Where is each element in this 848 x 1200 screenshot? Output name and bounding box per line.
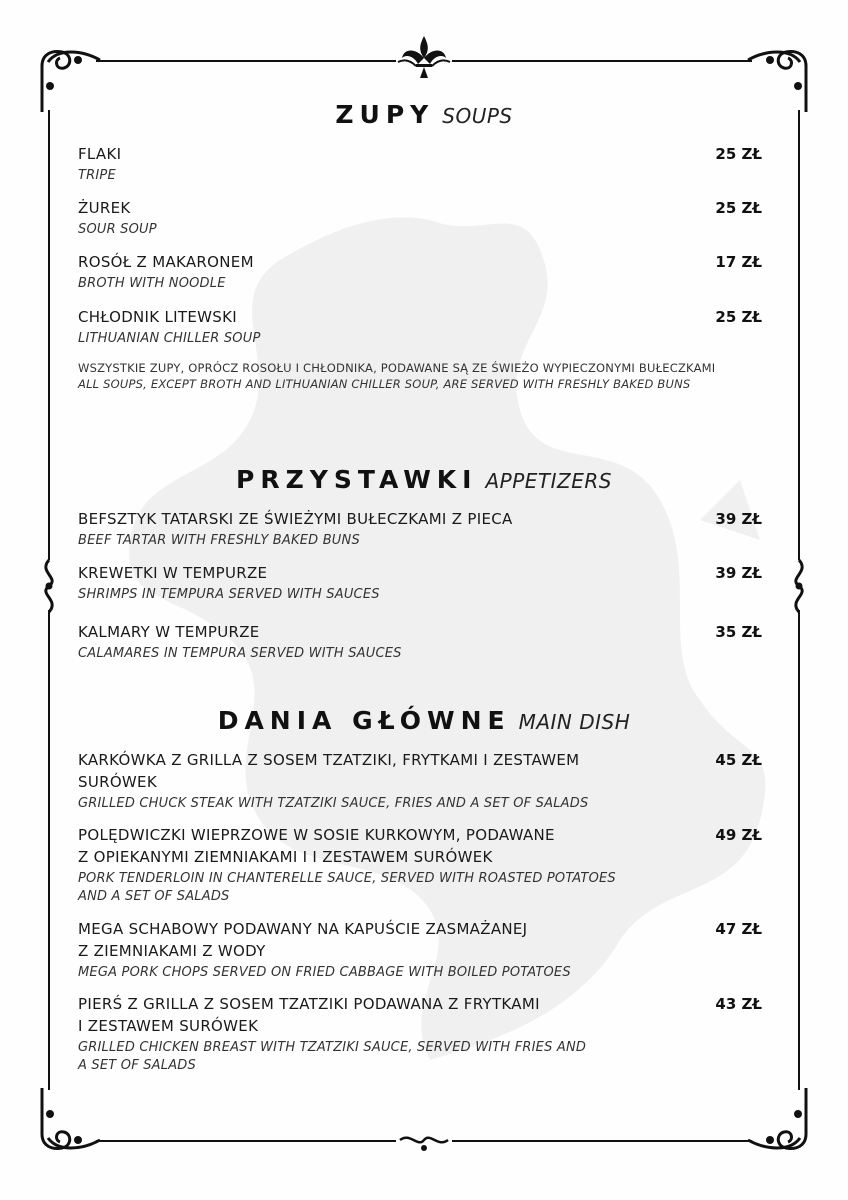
item-description: PORK TENDERLOIN IN CHANTERELLE SAUCE, SERVED WITH ROASTED POTATOES AND A SET OF SALADS — [78, 871, 616, 904]
item-name: FLAKI — [78, 145, 122, 163]
item-description: GRILLED CHUCK STEAK WITH TZATZIKI SAUCE, FRIES AND A SET OF SALADS — [78, 796, 589, 811]
section-title-main — [0, 706, 848, 735]
menu-item — [78, 508, 762, 550]
item-price: 25 ZŁ — [715, 145, 762, 163]
item-name: KARKÓWKA Z GRILLA Z SOSEM TZATZIKI, FRYTKAMI I ZESTAWEM SURÓWEK — [78, 751, 580, 791]
frame-top-line-right — [452, 60, 752, 62]
item-name: MEGA SCHABOWY PODAWANY NA KAPUŚCIE ZASMAŻANEJ Z ZIEMNIAKAMI Z WODY — [78, 920, 528, 960]
soups-note-en: ALL SOUPS, EXCEPT BROTH AND LITHUANIAN CHILLER SOUP, ARE SERVED WITH FRESHLY BAKED BUNS — [78, 377, 691, 391]
corner-ornament-bottom-right-icon — [746, 1084, 810, 1154]
item-price: 49 ZŁ — [715, 826, 762, 844]
item-price: 39 ZŁ — [715, 564, 762, 582]
item-name: ROSÓŁ Z MAKARONEM — [78, 253, 254, 271]
menu-item — [78, 197, 762, 239]
item-description: BEEF TARTAR WITH FRESHLY BAKED BUNS — [78, 533, 360, 548]
item-description: GRILLED CHICKEN BREAST WITH TZATZIKI SAUCE, SERVED WITH FRIES AND A SET OF SALADS — [78, 1040, 587, 1073]
item-description: LITHUANIAN CHILLER SOUP — [78, 331, 261, 346]
menu-item — [78, 993, 762, 1075]
frame-left-line-lower — [48, 610, 50, 1090]
frame-bottom-line-right — [452, 1140, 752, 1142]
menu-item — [78, 251, 762, 293]
frame-top-line — [96, 60, 396, 62]
item-description: MEGA PORK CHOPS SERVED ON FRIED CABBAGE WITH BOILED POTATOES — [78, 965, 571, 980]
item-name: POLĘDWICZKI WIEPRZOWE W SOSIE KURKOWYM, PODAWANE Z OPIEKANYMI ZIEMNIAKAMI I I ZESTAWEM SURÓWEK — [78, 826, 555, 866]
section-title-appetizers — [0, 465, 848, 494]
section-title-en: MAIN DISH — [518, 710, 631, 734]
item-price: 25 ZŁ — [715, 308, 762, 326]
section-title-pl: DANIA GŁÓWNE — [217, 706, 511, 735]
item-name: KALMARY W TEMPURZE — [78, 623, 260, 641]
item-name: KREWETKI W TEMPURZE — [78, 564, 268, 582]
menu-item — [78, 306, 762, 348]
frame-right-line-lower — [798, 610, 800, 1090]
item-price: 39 ZŁ — [715, 510, 762, 528]
frame-bottom-line — [96, 1140, 396, 1142]
soups-note — [78, 360, 738, 392]
section-title-pl: PRZYSTAWKI — [236, 465, 478, 494]
item-price: 43 ZŁ — [715, 995, 762, 1013]
item-name: CHŁODNIK LITEWSKI — [78, 308, 237, 326]
fleur-de-lis-icon — [396, 34, 452, 82]
section-title-en: SOUPS — [442, 104, 513, 128]
item-price: 25 ZŁ — [715, 199, 762, 217]
menu-item — [78, 918, 762, 982]
corner-ornament-bottom-left-icon — [38, 1084, 102, 1154]
item-price: 17 ZŁ — [715, 253, 762, 271]
section-title-soups — [0, 100, 848, 129]
menu-item — [78, 749, 762, 813]
item-description: TRIPE — [78, 168, 116, 183]
menu-item — [78, 621, 762, 663]
item-description: BROTH WITH NOODLE — [78, 276, 226, 291]
item-price: 35 ZŁ — [715, 623, 762, 641]
bottom-ornament-icon — [396, 1128, 452, 1156]
item-name: ŻUREK — [78, 199, 131, 217]
menu-item — [78, 824, 762, 906]
item-description: SOUR SOUP — [78, 222, 157, 237]
item-name: BEFSZTYK TATARSKI ZE ŚWIEŻYMI BUŁECZKAMI Z PIECA — [78, 510, 513, 528]
item-description: SHRIMPS IN TEMPURA SERVED WITH SAUCES — [78, 587, 380, 602]
item-price: 45 ZŁ — [715, 751, 762, 769]
side-ornament-right-icon — [786, 558, 812, 614]
item-name: PIERŚ Z GRILLA Z SOSEM TZATZIKI PODAWANA Z FRYTKAMI I ZESTAWEM SURÓWEK — [78, 995, 540, 1035]
section-title-pl: ZUPY — [335, 100, 435, 129]
soups-note-pl: WSZYSTKIE ZUPY, OPRÓCZ ROSOŁU I CHŁODNIKA, PODAWANE SĄ ZE ŚWIEŻO WYPIECZONYMI BUŁECZKAMI — [78, 361, 716, 375]
item-price: 47 ZŁ — [715, 920, 762, 938]
section-title-en: APPETIZERS — [485, 469, 612, 493]
side-ornament-left-icon — [36, 558, 62, 614]
menu-item — [78, 562, 762, 604]
item-description: CALAMARES IN TEMPURA SERVED WITH SAUCES — [78, 646, 402, 661]
menu-item — [78, 143, 762, 185]
